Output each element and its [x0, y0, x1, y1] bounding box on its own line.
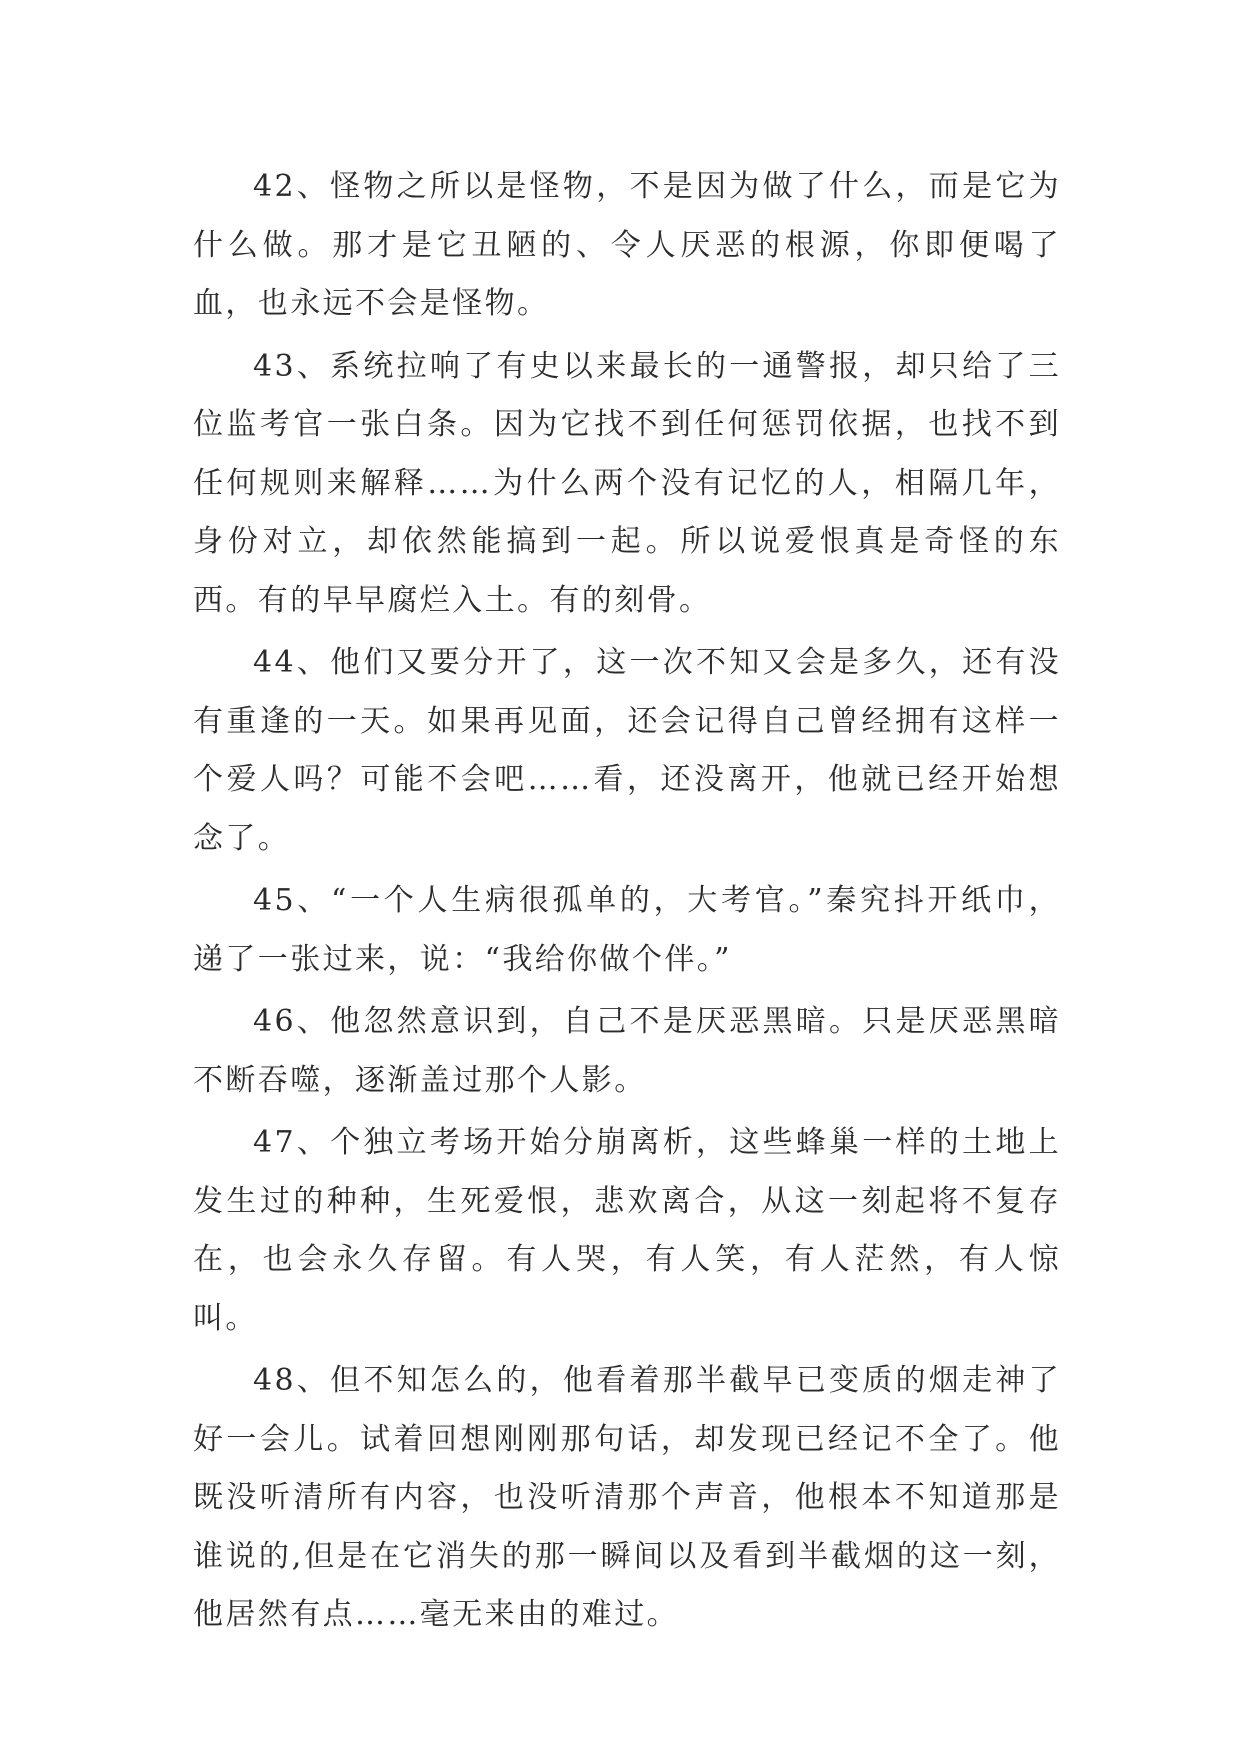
quote-paragraph-44: 44、他们又要分开了，这一次不知又会是多久，还有没有重逢的一天。如果再见面，还会记得自己曾经拥有这样一个爱人吗？可能不会吧……看，还没离开，他就已经开始想念了。 [193, 645, 1061, 856]
quote-paragraph-46: 46、他忽然意识到，自己不是厌恶黑暗。只是厌恶黑暗不断吞噬，逐渐盖过那个人影。 [193, 1004, 1061, 1098]
quote-paragraph-48: 48、但不知怎么的，他看着那半截早已变质的烟走神了好一会儿。试着回想刚刚那句话，却发现已经记不全了。他既没听清所有内容，也没听清那个声音，他根本不知道那是谁说的,但是在它消失的那一瞬间以及看到半截烟的这一刻，他居然有点……毫无来由的难过。 [193, 1363, 1061, 1632]
quote-paragraph-42: 42、怪物之所以是怪物，不是因为做了什么，而是它为什么做。那才是它丑陋的、令人厌恶的根源，你即便喝了血，也永远不会是怪物。 [193, 169, 1061, 321]
quote-paragraph-47: 47、个独立考场开始分崩离析，这些蜂巢一样的土地上发生过的种种，生死爱恨，悲欢离合，从这一刻起将不复存在，也会永久存留。有人哭，有人笑，有人茫然，有人惊叫。 [193, 1125, 1061, 1336]
document-body [193, 158, 1061, 1649]
quote-paragraph-43: 43、系统拉响了有史以来最长的一通警报，却只给了三位监考官一张白条。因为它找不到任何惩罚依据，也找不到任何规则来解释……为什么两个没有记忆的人，相隔几年，身份对立，却依然能搞到一起。所以说爱恨真是奇怪的东西。有的早早腐烂入土。有的刻骨。 [193, 348, 1061, 618]
quote-paragraph-45: 45、“一个人生病很孤单的，大考官。”秦究抖开纸巾，递了一张过来，说：“我给你做个伴。” [193, 883, 1061, 977]
